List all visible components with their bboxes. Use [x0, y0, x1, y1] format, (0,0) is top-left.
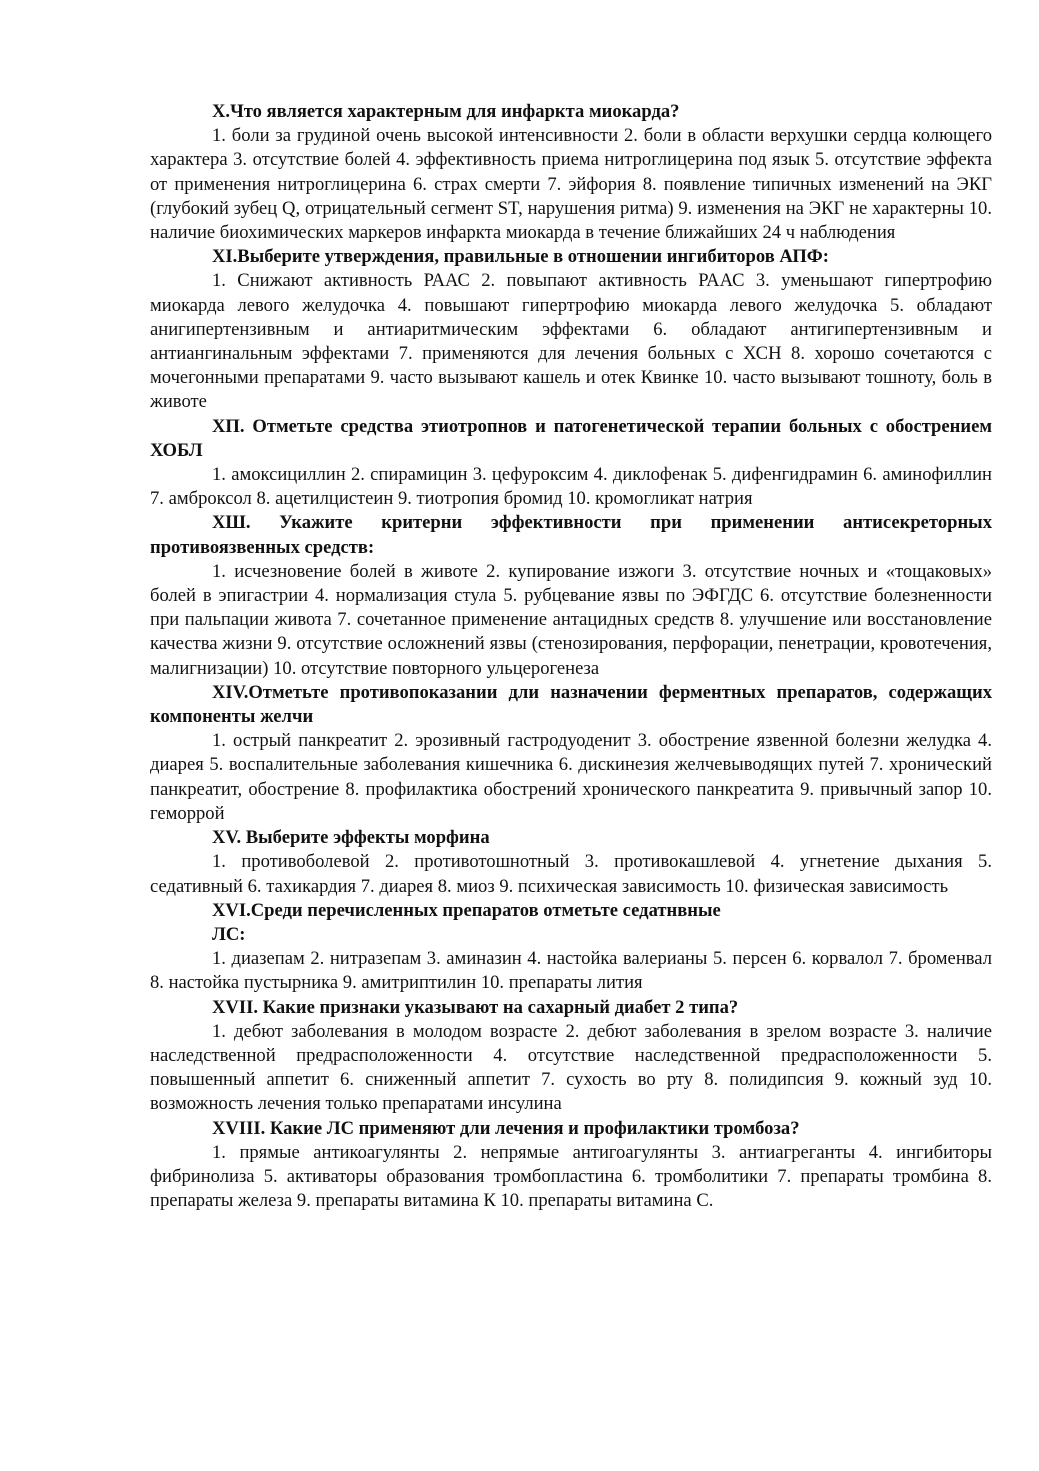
question-options: 1. Снижают активность РААС 2. повыпают активность РААС 3. уменьшают гипертрофию миокарда левого желудочка 4. повышают гипертрофию миокарда левого желудочка 5. обладают анигипертензивным и антиаритмическим эффектами 6. обладают антигипертензивным и антиангинальным эффектами 7. применяются для лечения больных с ХСН 8. хорошо сочетаются с мочегонными препаратами 9. часто вызывают кашель и отек Квинке 10. часто вызывают тошноту, боль в животе [150, 270, 992, 413]
question-options: 1. амоксициллин 2. спирамицин 3. цефуроксим 4. диклофенак 5. дифенгидрамин 6. аминофиллин 7. амброксол 8. ацетилцистеин 9. тиотропия бромид 10. кромогликат натрия [150, 464, 992, 510]
question-13 [150, 511, 992, 680]
question-options: 1. острый панкреатит 2. эрозивный гастродуоденит 3. обострение язвенной болезни желудка 4. диарея 5. воспалительные заболевания кишечника 6. дискинезия желчевыводящих путей 7. хронический панкреатит, обострение 8. профилактика обострений хронического панкреатита 9. привычный запор 10. геморрой [150, 730, 992, 824]
question-title: XVI.Среди перечисленных препаратов отметьте седатнвные [212, 899, 721, 921]
question-14 [150, 681, 992, 826]
question-title: XП. Отметьте средства этиотропнов и патогенетической терапии больных с обострением ХОБЛ [150, 415, 992, 461]
question-options: 1. противоболевой 2. противотошнотный 3. противокашлевой 4. угнетение дыхания 5. седативный 6. тахикардия 7. диарея 8. миоз 9. психическая зависимость 10. физическая зависимость [150, 851, 992, 897]
question-title: XVIII. Какие ЛС применяют дли лечения и профилактики тромбоза? [212, 1117, 800, 1139]
question-17 [150, 996, 992, 1117]
question-title: XI.Выберите утверждения, правильные в отношении ингибиторов АПФ: [212, 246, 829, 268]
question-options: 1. боли за грудиной очень высокой интенсивности 2. боли в области верхушки сердца колющего характера 3. отсутствие болей 4. эффективность приема нитроглицерина под язык 5. отсутствие эффекта от применения нитроглицерина 6. страх смерти 7. эйфория 8. появление типичных изменений на ЭКГ (глубокий зубец Q, отрицательный сегмент ST, нарушения ритма) 9. изменения на ЭКГ не характерны 10. наличие биохимических маркеров инфаркта миокарда в течение ближайших 24 ч наблюдения [150, 125, 992, 244]
question-18 [150, 1117, 992, 1214]
question-title: XIV.Отметьте противопоказании дли назначении ферментных препаратов, содержащих компоненты желчи [150, 681, 992, 728]
document-page [150, 100, 992, 1213]
question-options: 1. диазепам 2. нитразепам 3. аминазин 4. настойка валерианы 5. персен 6. корвалол 7. броменвал 8. настойка пустырника 9. амитриптилин 10. препараты лития [150, 948, 992, 994]
question-options: 1. прямые антикоагулянты 2. непрямые антигоагулянты 3. антиагреганты 4. ингибиторы фибринолиза 5. активаторы образования тромбопластина 6. тромболитики 7. препараты тромбина 8. препараты железа 9. препараты витамина К 10. препараты витамина С. [150, 1141, 992, 1212]
question-10 [150, 100, 992, 245]
question-options: 1. исчезновение болей в животе 2. купирование изжоги 3. отсутствие ночных и «тощаковых» болей в эпигастрии 4. нормализация стула 5. рубцевание язвы по ЭФГДС 6. отсутствие болезненности при пальпации живота 7. сочетанное применение антацидных средств 8. улучшение или восстановление качества жизни 9. отсутствие осложнений язвы (стенозирования, перфорации, пенетрации, кровотечения, малигнизации) 10. отсутствие повторного ульцерогенеза [150, 560, 992, 679]
question-title-continuation: ЛС: [212, 923, 246, 945]
question-options: 1. дебют заболевания в молодом возрасте 2. дебют заболевания в зрелом возрасте 3. наличие наследственной предрасположенности 4. отсутствие наследственной предрасположенности 5. повышенный аппетит 6. сниженный аппетит 7. сухость во рту 8. полидипсия 9. кожный зуд 10. возможность лечения только препаратами инсулина [150, 1020, 992, 1115]
question-title: XШ. Укажите критерни эффективности при применении антисекреторных противоязвенных средств: [150, 512, 992, 558]
question-15 [150, 826, 992, 899]
question-title: X.Что является характерным для инфаркта миокарда? [212, 101, 680, 122]
question-16 [150, 899, 992, 996]
question-title: XV. Выберите эффекты морфина [212, 827, 490, 849]
question-title: XVII. Какие признаки указывают на сахарный диабет 2 типа? [212, 996, 739, 1018]
question-12 [150, 415, 992, 512]
question-11 [150, 245, 992, 414]
